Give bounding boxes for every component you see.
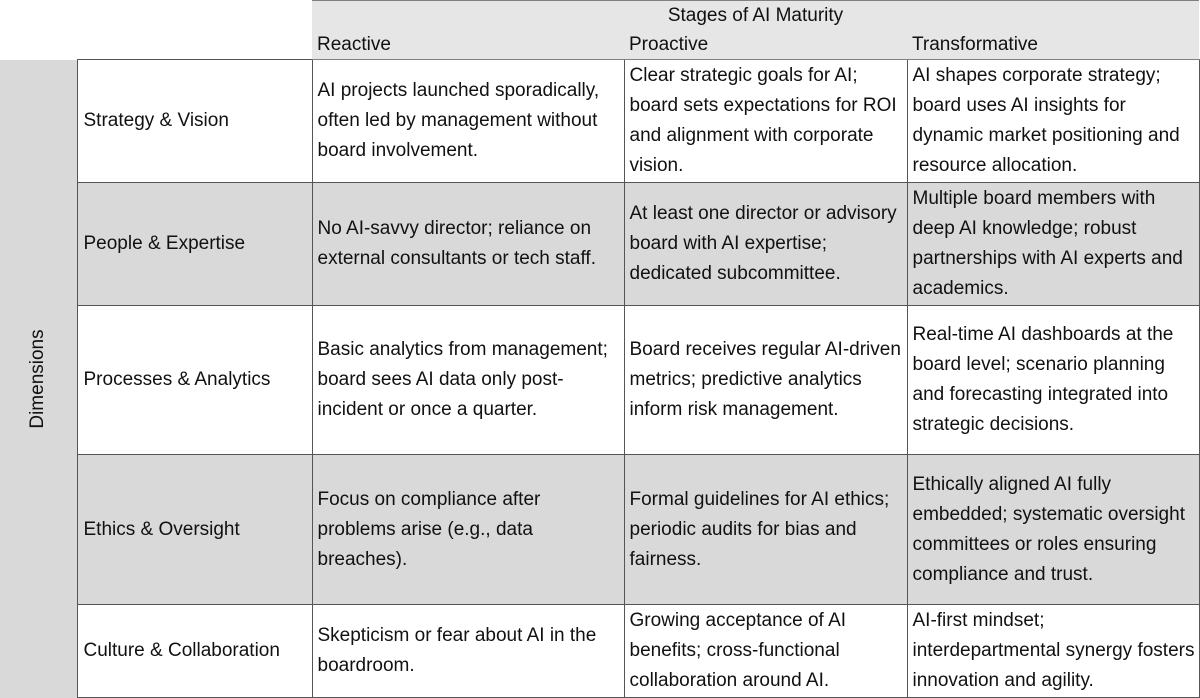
transformative-cell: Ethically aligned AI fully embedded; systematic oversight committees or roles ensuring compliance and trust. [907,455,1199,605]
dimension-name: People & Expertise [77,183,312,306]
proactive-cell: Board receives regular AI-driven metrics; predictive analytics inform risk management. [624,306,907,455]
dimension-name: Strategy & Vision [77,60,312,183]
stage-header-reactive: Reactive [312,30,624,60]
reactive-cell: Skepticism or fear about AI in the boardroom. [312,605,624,698]
proactive-cell: Formal guidelines for AI ethics; periodic audits for bias and fairness. [624,455,907,605]
reactive-cell: Basic analytics from management; board sees AI data only post-incident or once a quarter. [312,306,624,455]
table-row [0,455,1199,605]
stage-header-proactive: Proactive [624,30,907,60]
table-row [0,183,1199,306]
transformative-cell: Real-time AI dashboards at the board level; scenario planning and forecasting integrated into strategic decisions. [907,306,1199,455]
blank-corner [0,1,312,31]
blank-corner-lower [0,30,312,60]
header-super-row [0,1,1199,31]
reactive-cell: No AI-savvy director; reliance on external consultants or tech staff. [312,183,624,306]
transformative-cell: AI shapes corporate strategy; board uses AI insights for dynamic market positioning and resource allocation. [907,60,1199,183]
proactive-cell: At least one director or advisory board with AI expertise; dedicated subcommittee. [624,183,907,306]
dimension-name: Processes & Analytics [77,306,312,455]
reactive-cell: AI projects launched sporadically, often led by management without board involvement. [312,60,624,183]
table-row [0,306,1199,455]
transformative-cell: Multiple board members with deep AI knowledge; robust partnerships with AI experts and academics. [907,183,1199,306]
proactive-cell: Clear strategic goals for AI; board sets expectations for ROI and alignment with corporate vision. [624,60,907,183]
dimension-name: Culture & Collaboration [77,605,312,698]
dimension-name: Ethics & Oversight [77,455,312,605]
stage-header-transformative: Transformative [907,30,1199,60]
stages-title: Stages of AI Maturity [312,1,1199,31]
transformative-cell: AI-first mindset; interdepartmental synergy fosters innovation and agility. [907,605,1199,698]
table-row [0,605,1199,698]
dimensions-label: Dimensions [27,328,49,429]
dimensions-side-band [0,60,77,698]
proactive-cell: Growing acceptance of AI benefits; cross-functional collaboration around AI. [624,605,907,698]
header-stage-row [0,30,1199,60]
table-row [0,60,1199,183]
reactive-cell: Focus on compliance after problems arise (e.g., data breaches). [312,455,624,605]
